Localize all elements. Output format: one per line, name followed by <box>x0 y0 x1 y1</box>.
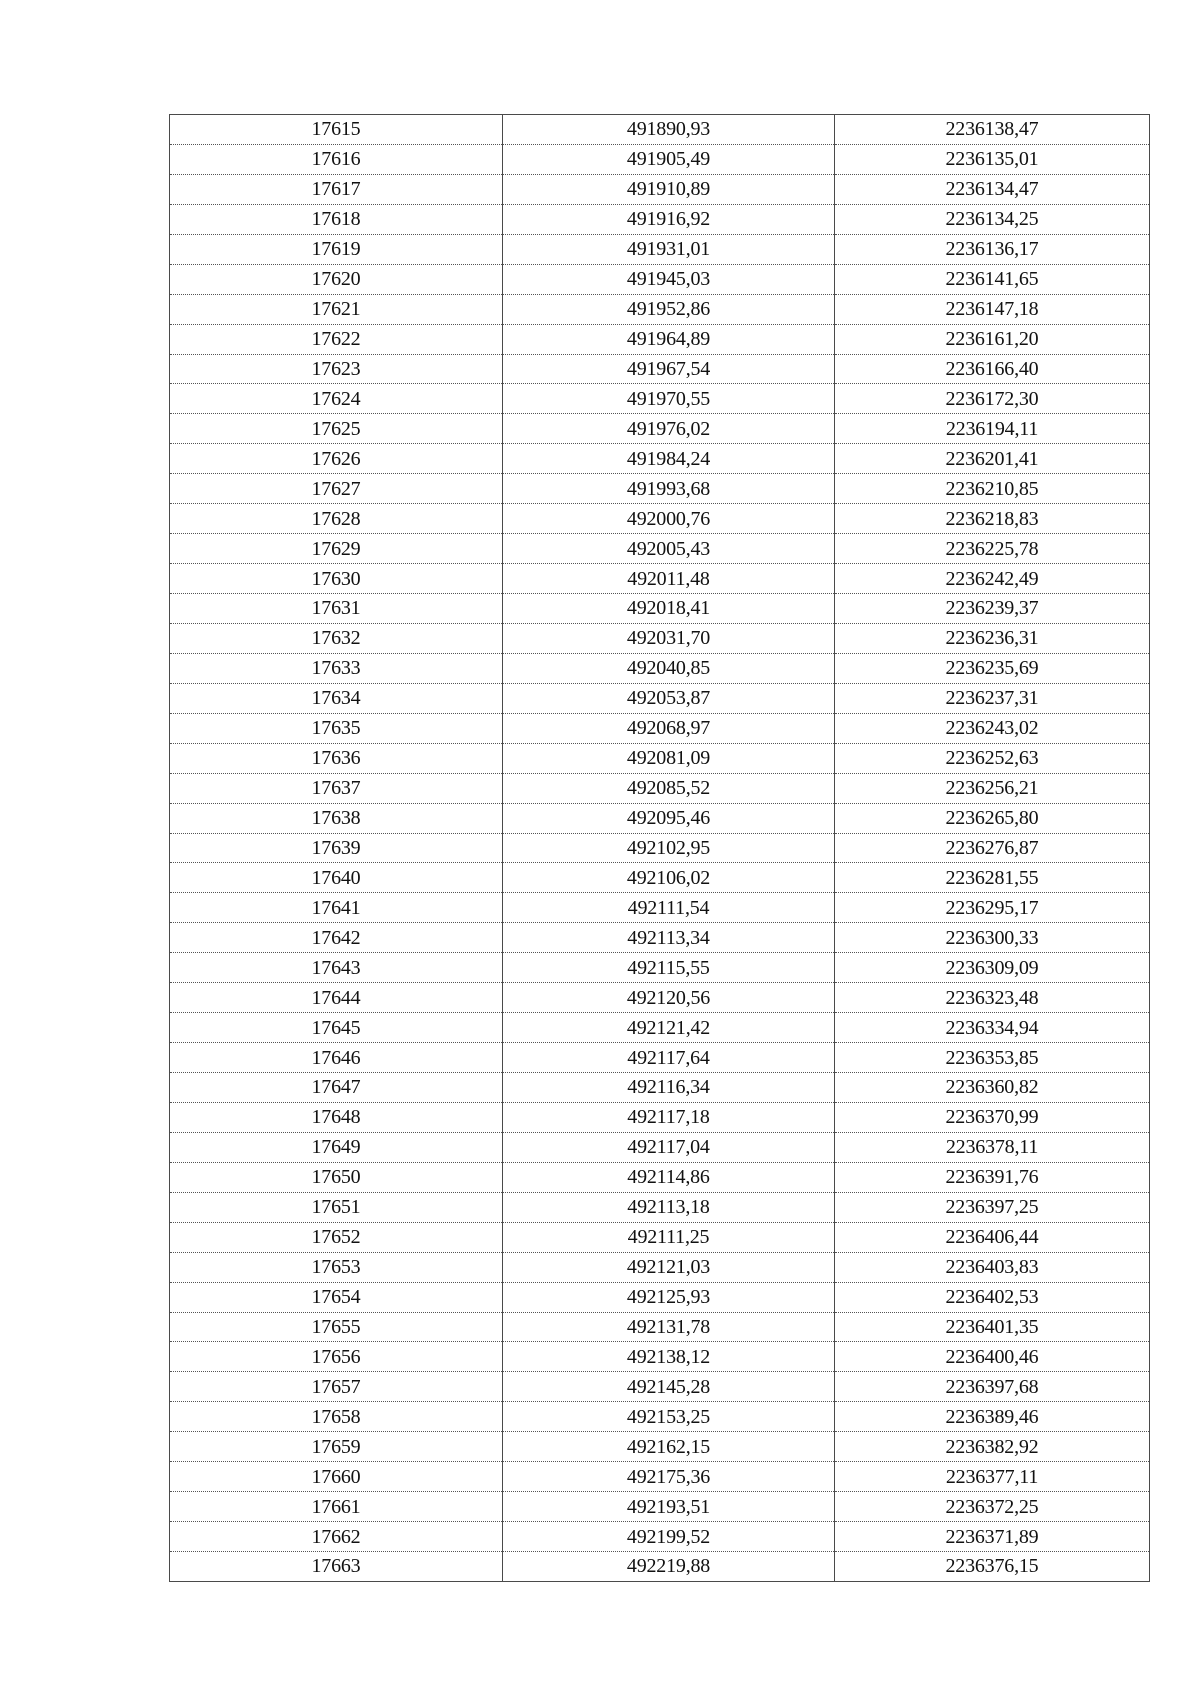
table-row <box>170 1462 1150 1492</box>
table-row <box>170 294 1150 324</box>
point-number-cell: 17649 <box>170 1132 503 1162</box>
table-row <box>170 144 1150 174</box>
table-row <box>170 115 1150 145</box>
x-coordinate-cell: 492125,93 <box>503 1282 835 1312</box>
x-coordinate-cell: 491945,03 <box>503 264 835 294</box>
y-coordinate-cell: 2236323,48 <box>835 983 1150 1013</box>
point-number-cell: 17639 <box>170 833 503 863</box>
y-coordinate-cell: 2236382,92 <box>835 1432 1150 1462</box>
table-row <box>170 1162 1150 1192</box>
point-number-cell: 17621 <box>170 294 503 324</box>
x-coordinate-cell: 492068,97 <box>503 713 835 743</box>
point-number-cell: 17654 <box>170 1282 503 1312</box>
point-number-cell: 17658 <box>170 1402 503 1432</box>
point-number-cell: 17633 <box>170 653 503 683</box>
y-coordinate-cell: 2236237,31 <box>835 683 1150 713</box>
point-number-cell: 17648 <box>170 1102 503 1132</box>
table-row <box>170 1222 1150 1252</box>
table-row <box>170 504 1150 534</box>
x-coordinate-cell: 492011,48 <box>503 564 835 594</box>
x-coordinate-cell: 492031,70 <box>503 623 835 653</box>
point-number-cell: 17623 <box>170 354 503 384</box>
table-row <box>170 324 1150 354</box>
coordinates-table <box>169 114 1150 1582</box>
point-number-cell: 17632 <box>170 623 503 653</box>
y-coordinate-cell: 2236235,69 <box>835 653 1150 683</box>
y-coordinate-cell: 2236201,41 <box>835 444 1150 474</box>
table-row <box>170 1312 1150 1342</box>
x-coordinate-cell: 492114,86 <box>503 1162 835 1192</box>
y-coordinate-cell: 2236172,30 <box>835 384 1150 414</box>
table-row <box>170 1552 1150 1582</box>
x-coordinate-cell: 492005,43 <box>503 534 835 564</box>
x-coordinate-cell: 491910,89 <box>503 174 835 204</box>
x-coordinate-cell: 491970,55 <box>503 384 835 414</box>
table-row <box>170 803 1150 833</box>
point-number-cell: 17643 <box>170 953 503 983</box>
table-row <box>170 1132 1150 1162</box>
x-coordinate-cell: 492219,88 <box>503 1552 835 1582</box>
y-coordinate-cell: 2236141,65 <box>835 264 1150 294</box>
table-row <box>170 1043 1150 1073</box>
table-row <box>170 384 1150 414</box>
x-coordinate-cell: 492117,04 <box>503 1132 835 1162</box>
x-coordinate-cell: 492199,52 <box>503 1522 835 1552</box>
y-coordinate-cell: 2236147,18 <box>835 294 1150 324</box>
table-row <box>170 264 1150 294</box>
y-coordinate-cell: 2236400,46 <box>835 1342 1150 1372</box>
x-coordinate-cell: 492116,34 <box>503 1073 835 1103</box>
y-coordinate-cell: 2236397,25 <box>835 1192 1150 1222</box>
table-row <box>170 1073 1150 1103</box>
table-row <box>170 833 1150 863</box>
x-coordinate-cell: 492193,51 <box>503 1492 835 1522</box>
table-row <box>170 564 1150 594</box>
point-number-cell: 17645 <box>170 1013 503 1043</box>
point-number-cell: 17653 <box>170 1252 503 1282</box>
x-coordinate-cell: 491931,01 <box>503 234 835 264</box>
point-number-cell: 17657 <box>170 1372 503 1402</box>
y-coordinate-cell: 2236391,76 <box>835 1162 1150 1192</box>
y-coordinate-cell: 2236210,85 <box>835 474 1150 504</box>
x-coordinate-cell: 492111,25 <box>503 1222 835 1252</box>
point-number-cell: 17615 <box>170 115 503 145</box>
y-coordinate-cell: 2236281,55 <box>835 863 1150 893</box>
table-row <box>170 1402 1150 1432</box>
table-row <box>170 1432 1150 1462</box>
point-number-cell: 17647 <box>170 1073 503 1103</box>
table-row <box>170 234 1150 264</box>
x-coordinate-cell: 492040,85 <box>503 653 835 683</box>
y-coordinate-cell: 2236161,20 <box>835 324 1150 354</box>
point-number-cell: 17618 <box>170 204 503 234</box>
y-coordinate-cell: 2236276,87 <box>835 833 1150 863</box>
x-coordinate-cell: 492138,12 <box>503 1342 835 1372</box>
y-coordinate-cell: 2236360,82 <box>835 1073 1150 1103</box>
x-coordinate-cell: 492102,95 <box>503 833 835 863</box>
point-number-cell: 17662 <box>170 1522 503 1552</box>
y-coordinate-cell: 2236256,21 <box>835 773 1150 803</box>
x-coordinate-cell: 491964,89 <box>503 324 835 354</box>
y-coordinate-cell: 2236225,78 <box>835 534 1150 564</box>
y-coordinate-cell: 2236371,89 <box>835 1522 1150 1552</box>
y-coordinate-cell: 2236401,35 <box>835 1312 1150 1342</box>
point-number-cell: 17627 <box>170 474 503 504</box>
y-coordinate-cell: 2236376,15 <box>835 1552 1150 1582</box>
point-number-cell: 17646 <box>170 1043 503 1073</box>
table-row <box>170 444 1150 474</box>
table-row <box>170 983 1150 1013</box>
y-coordinate-cell: 2236295,17 <box>835 893 1150 923</box>
table-row <box>170 893 1150 923</box>
y-coordinate-cell: 2236134,25 <box>835 204 1150 234</box>
table-row <box>170 474 1150 504</box>
point-number-cell: 17628 <box>170 504 503 534</box>
y-coordinate-cell: 2236136,17 <box>835 234 1150 264</box>
table-row <box>170 1282 1150 1312</box>
point-number-cell: 17641 <box>170 893 503 923</box>
y-coordinate-cell: 2236194,11 <box>835 414 1150 444</box>
table-row <box>170 414 1150 444</box>
point-number-cell: 17638 <box>170 803 503 833</box>
table-row <box>170 923 1150 953</box>
point-number-cell: 17625 <box>170 414 503 444</box>
point-number-cell: 17619 <box>170 234 503 264</box>
table-row <box>170 594 1150 624</box>
point-number-cell: 17655 <box>170 1312 503 1342</box>
y-coordinate-cell: 2236377,11 <box>835 1462 1150 1492</box>
y-coordinate-cell: 2236370,99 <box>835 1102 1150 1132</box>
y-coordinate-cell: 2236402,53 <box>835 1282 1150 1312</box>
x-coordinate-cell: 491890,93 <box>503 115 835 145</box>
point-number-cell: 17651 <box>170 1192 503 1222</box>
x-coordinate-cell: 492113,18 <box>503 1192 835 1222</box>
point-number-cell: 17626 <box>170 444 503 474</box>
table-row <box>170 204 1150 234</box>
table-row <box>170 1013 1150 1043</box>
y-coordinate-cell: 2236135,01 <box>835 144 1150 174</box>
y-coordinate-cell: 2236242,49 <box>835 564 1150 594</box>
point-number-cell: 17659 <box>170 1432 503 1462</box>
x-coordinate-cell: 491976,02 <box>503 414 835 444</box>
table-row <box>170 773 1150 803</box>
point-number-cell: 17620 <box>170 264 503 294</box>
point-number-cell: 17635 <box>170 713 503 743</box>
y-coordinate-cell: 2236236,31 <box>835 623 1150 653</box>
table-row <box>170 1102 1150 1132</box>
table-row <box>170 1492 1150 1522</box>
point-number-cell: 17640 <box>170 863 503 893</box>
point-number-cell: 17656 <box>170 1342 503 1372</box>
x-coordinate-cell: 492111,54 <box>503 893 835 923</box>
y-coordinate-cell: 2236406,44 <box>835 1222 1150 1252</box>
x-coordinate-cell: 492153,25 <box>503 1402 835 1432</box>
x-coordinate-cell: 492145,28 <box>503 1372 835 1402</box>
point-number-cell: 17663 <box>170 1552 503 1582</box>
y-coordinate-cell: 2236239,37 <box>835 594 1150 624</box>
table-row <box>170 653 1150 683</box>
point-number-cell: 17631 <box>170 594 503 624</box>
table-row <box>170 863 1150 893</box>
table-row <box>170 1372 1150 1402</box>
y-coordinate-cell: 2236265,80 <box>835 803 1150 833</box>
x-coordinate-cell: 491984,24 <box>503 444 835 474</box>
point-number-cell: 17660 <box>170 1462 503 1492</box>
x-coordinate-cell: 492095,46 <box>503 803 835 833</box>
point-number-cell: 17616 <box>170 144 503 174</box>
table-row <box>170 683 1150 713</box>
coordinates-table-body <box>170 115 1150 1582</box>
x-coordinate-cell: 492121,42 <box>503 1013 835 1043</box>
point-number-cell: 17661 <box>170 1492 503 1522</box>
point-number-cell: 17622 <box>170 324 503 354</box>
x-coordinate-cell: 492085,52 <box>503 773 835 803</box>
table-row <box>170 1252 1150 1282</box>
point-number-cell: 17652 <box>170 1222 503 1252</box>
x-coordinate-cell: 492018,41 <box>503 594 835 624</box>
x-coordinate-cell: 492131,78 <box>503 1312 835 1342</box>
table-row <box>170 1342 1150 1372</box>
table-row <box>170 174 1150 204</box>
y-coordinate-cell: 2236218,83 <box>835 504 1150 534</box>
point-number-cell: 17634 <box>170 683 503 713</box>
table-row <box>170 623 1150 653</box>
point-number-cell: 17637 <box>170 773 503 803</box>
y-coordinate-cell: 2236134,47 <box>835 174 1150 204</box>
y-coordinate-cell: 2236353,85 <box>835 1043 1150 1073</box>
x-coordinate-cell: 492162,15 <box>503 1432 835 1462</box>
y-coordinate-cell: 2236334,94 <box>835 1013 1150 1043</box>
x-coordinate-cell: 491993,68 <box>503 474 835 504</box>
y-coordinate-cell: 2236166,40 <box>835 354 1150 384</box>
table-row <box>170 1192 1150 1222</box>
y-coordinate-cell: 2236378,11 <box>835 1132 1150 1162</box>
y-coordinate-cell: 2236138,47 <box>835 115 1150 145</box>
x-coordinate-cell: 492106,02 <box>503 863 835 893</box>
point-number-cell: 17617 <box>170 174 503 204</box>
point-number-cell: 17624 <box>170 384 503 414</box>
x-coordinate-cell: 492121,03 <box>503 1252 835 1282</box>
table-row <box>170 354 1150 384</box>
y-coordinate-cell: 2236397,68 <box>835 1372 1150 1402</box>
y-coordinate-cell: 2236403,83 <box>835 1252 1150 1282</box>
x-coordinate-cell: 491952,86 <box>503 294 835 324</box>
x-coordinate-cell: 491967,54 <box>503 354 835 384</box>
point-number-cell: 17636 <box>170 743 503 773</box>
y-coordinate-cell: 2236389,46 <box>835 1402 1150 1432</box>
x-coordinate-cell: 491916,92 <box>503 204 835 234</box>
point-number-cell: 17629 <box>170 534 503 564</box>
x-coordinate-cell: 492053,87 <box>503 683 835 713</box>
y-coordinate-cell: 2236372,25 <box>835 1492 1150 1522</box>
y-coordinate-cell: 2236309,09 <box>835 953 1150 983</box>
point-number-cell: 17650 <box>170 1162 503 1192</box>
table-row <box>170 1522 1150 1552</box>
point-number-cell: 17630 <box>170 564 503 594</box>
x-coordinate-cell: 492115,55 <box>503 953 835 983</box>
x-coordinate-cell: 492175,36 <box>503 1462 835 1492</box>
x-coordinate-cell: 492081,09 <box>503 743 835 773</box>
y-coordinate-cell: 2236252,63 <box>835 743 1150 773</box>
x-coordinate-cell: 492120,56 <box>503 983 835 1013</box>
table-row <box>170 743 1150 773</box>
table-row <box>170 953 1150 983</box>
x-coordinate-cell: 492000,76 <box>503 504 835 534</box>
y-coordinate-cell: 2236300,33 <box>835 923 1150 953</box>
point-number-cell: 17644 <box>170 983 503 1013</box>
table-row <box>170 713 1150 743</box>
x-coordinate-cell: 492113,34 <box>503 923 835 953</box>
y-coordinate-cell: 2236243,02 <box>835 713 1150 743</box>
x-coordinate-cell: 492117,64 <box>503 1043 835 1073</box>
point-number-cell: 17642 <box>170 923 503 953</box>
table-row <box>170 534 1150 564</box>
x-coordinate-cell: 491905,49 <box>503 144 835 174</box>
x-coordinate-cell: 492117,18 <box>503 1102 835 1132</box>
